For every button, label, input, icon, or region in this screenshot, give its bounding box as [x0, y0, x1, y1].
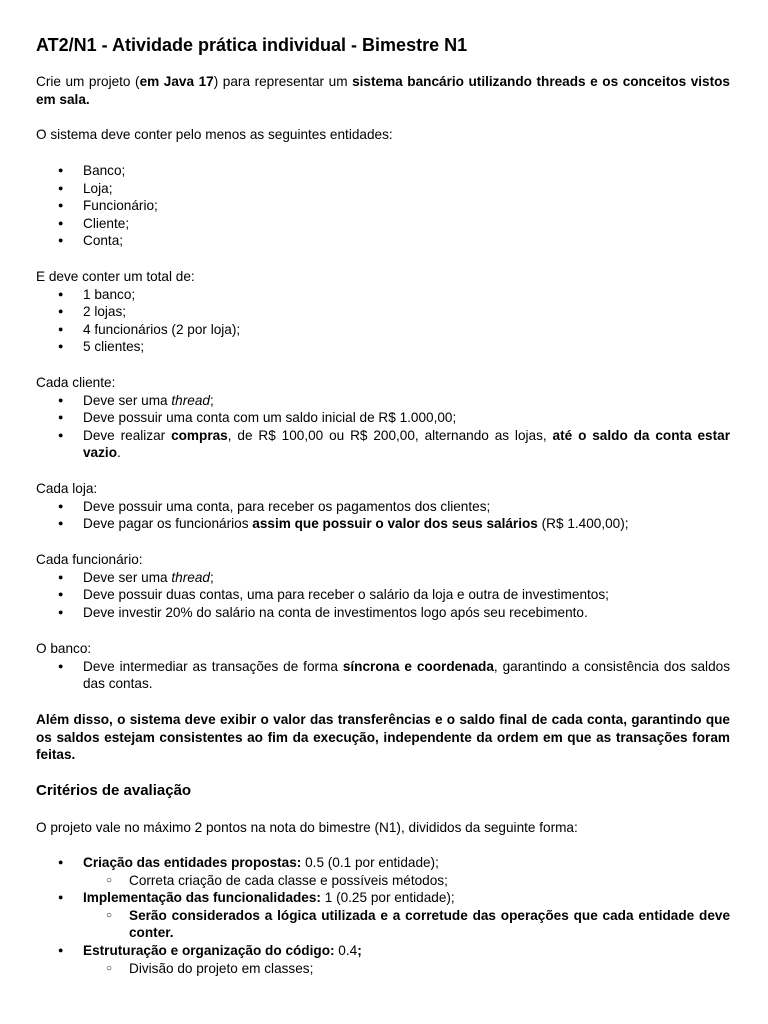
- list-item: ● 2 lojas;: [36, 303, 730, 321]
- criteria-intro: O projeto vale no máximo 2 pontos na nota do bimestre (N1), divididos da seguinte forma:: [36, 820, 578, 835]
- list-item: ● 5 clientes;: [36, 338, 730, 356]
- list-item: ● 1 banco;: [36, 286, 730, 304]
- list-item: ● Deve possuir uma conta com um saldo inicial de R$ 1.000,00;: [36, 409, 730, 427]
- list-item: ● 4 funcionários (2 por loja);: [36, 321, 730, 339]
- list-item: ● Deve intermediar as transações de forma síncrona e coordenada, garantindo a consistência dos saldos das contas.: [36, 658, 730, 693]
- list-item: ● Loja;: [36, 180, 730, 198]
- list-item: ● Deve realizar compras, de R$ 100,00 ou R$ 200,00, alternando as lojas, até o saldo da conta estar vazio.: [36, 427, 730, 462]
- list-item: ● Cliente;: [36, 215, 730, 233]
- list-item: ● Deve possuir duas contas, uma para receber o salário da loja e outra de investimentos;: [36, 586, 730, 604]
- banco-heading: O banco:: [36, 641, 92, 656]
- list-item: ● Estruturação e organização do código: 0.4; ○ Divisão do projeto em classes;: [36, 942, 730, 977]
- list-item: ● Deve ser uma thread;: [36, 569, 730, 587]
- banco-section: [36, 640, 730, 693]
- loja-heading: Cada loja:: [36, 481, 98, 496]
- extra-paragraph: Além disso, o sistema deve exibir o valor das transferências e o saldo final de cada conta, garantindo que os saldos estejam consistentes ao fim da execução, independente da ordem em que as transações foram feitas.: [36, 712, 730, 763]
- criteria-list: [36, 854, 730, 977]
- cliente-section: [36, 374, 730, 462]
- funcionario-section: [36, 551, 730, 621]
- list-item: ● Banco;: [36, 162, 730, 180]
- loja-section: [36, 480, 730, 533]
- sub-list-item: ○ Correta criação de cada classe e possíveis métodos;: [36, 872, 730, 890]
- entities-list: [36, 162, 730, 250]
- list-item: ● Funcionário;: [36, 197, 730, 215]
- totals-heading: E deve conter um total de:: [36, 269, 195, 284]
- list-item: ● Deve ser uma thread;: [36, 392, 730, 410]
- list-item: ● Deve pagar os funcionários assim que possuir o valor dos seus salários (R$ 1.400,00);: [36, 515, 730, 533]
- sub-list-item: ○ Serão considerados a lógica utilizada e a corretude das operações que cada entidade deve conter.: [36, 907, 730, 942]
- document-title: AT2/N1 - Atividade prática individual - Bimestre N1: [36, 35, 468, 55]
- intro-paragraph: Crie um projeto (em Java 17) para representar um sistema bancário utilizando threads e os conceitos vistos em sala.: [36, 74, 730, 107]
- list-item: ● Conta;: [36, 232, 730, 250]
- criteria-heading: Critérios de avaliação: [36, 782, 192, 799]
- entities-heading: O sistema deve conter pelo menos as seguintes entidades:: [36, 127, 393, 142]
- totals-section: [36, 268, 730, 356]
- cliente-heading: Cada cliente:: [36, 375, 116, 390]
- list-item: ● Implementação das funcionalidades: 1 (0.25 por entidade); ○ Serão considerados a lógica utilizada e a corretude das operações que cada entidade deve conter.: [36, 889, 730, 942]
- funcionario-heading: Cada funcionário:: [36, 552, 143, 567]
- list-item: ● Deve investir 20% do salário na conta de investimentos logo após seu recebimento.: [36, 604, 730, 622]
- sub-list-item: ○ Divisão do projeto em classes;: [36, 960, 730, 978]
- list-item: ● Deve possuir uma conta, para receber os pagamentos dos clientes;: [36, 498, 730, 516]
- list-item: ● Criação das entidades propostas: 0.5 (0.1 por entidade); ○ Correta criação de cada classe e possíveis métodos;: [36, 854, 730, 889]
